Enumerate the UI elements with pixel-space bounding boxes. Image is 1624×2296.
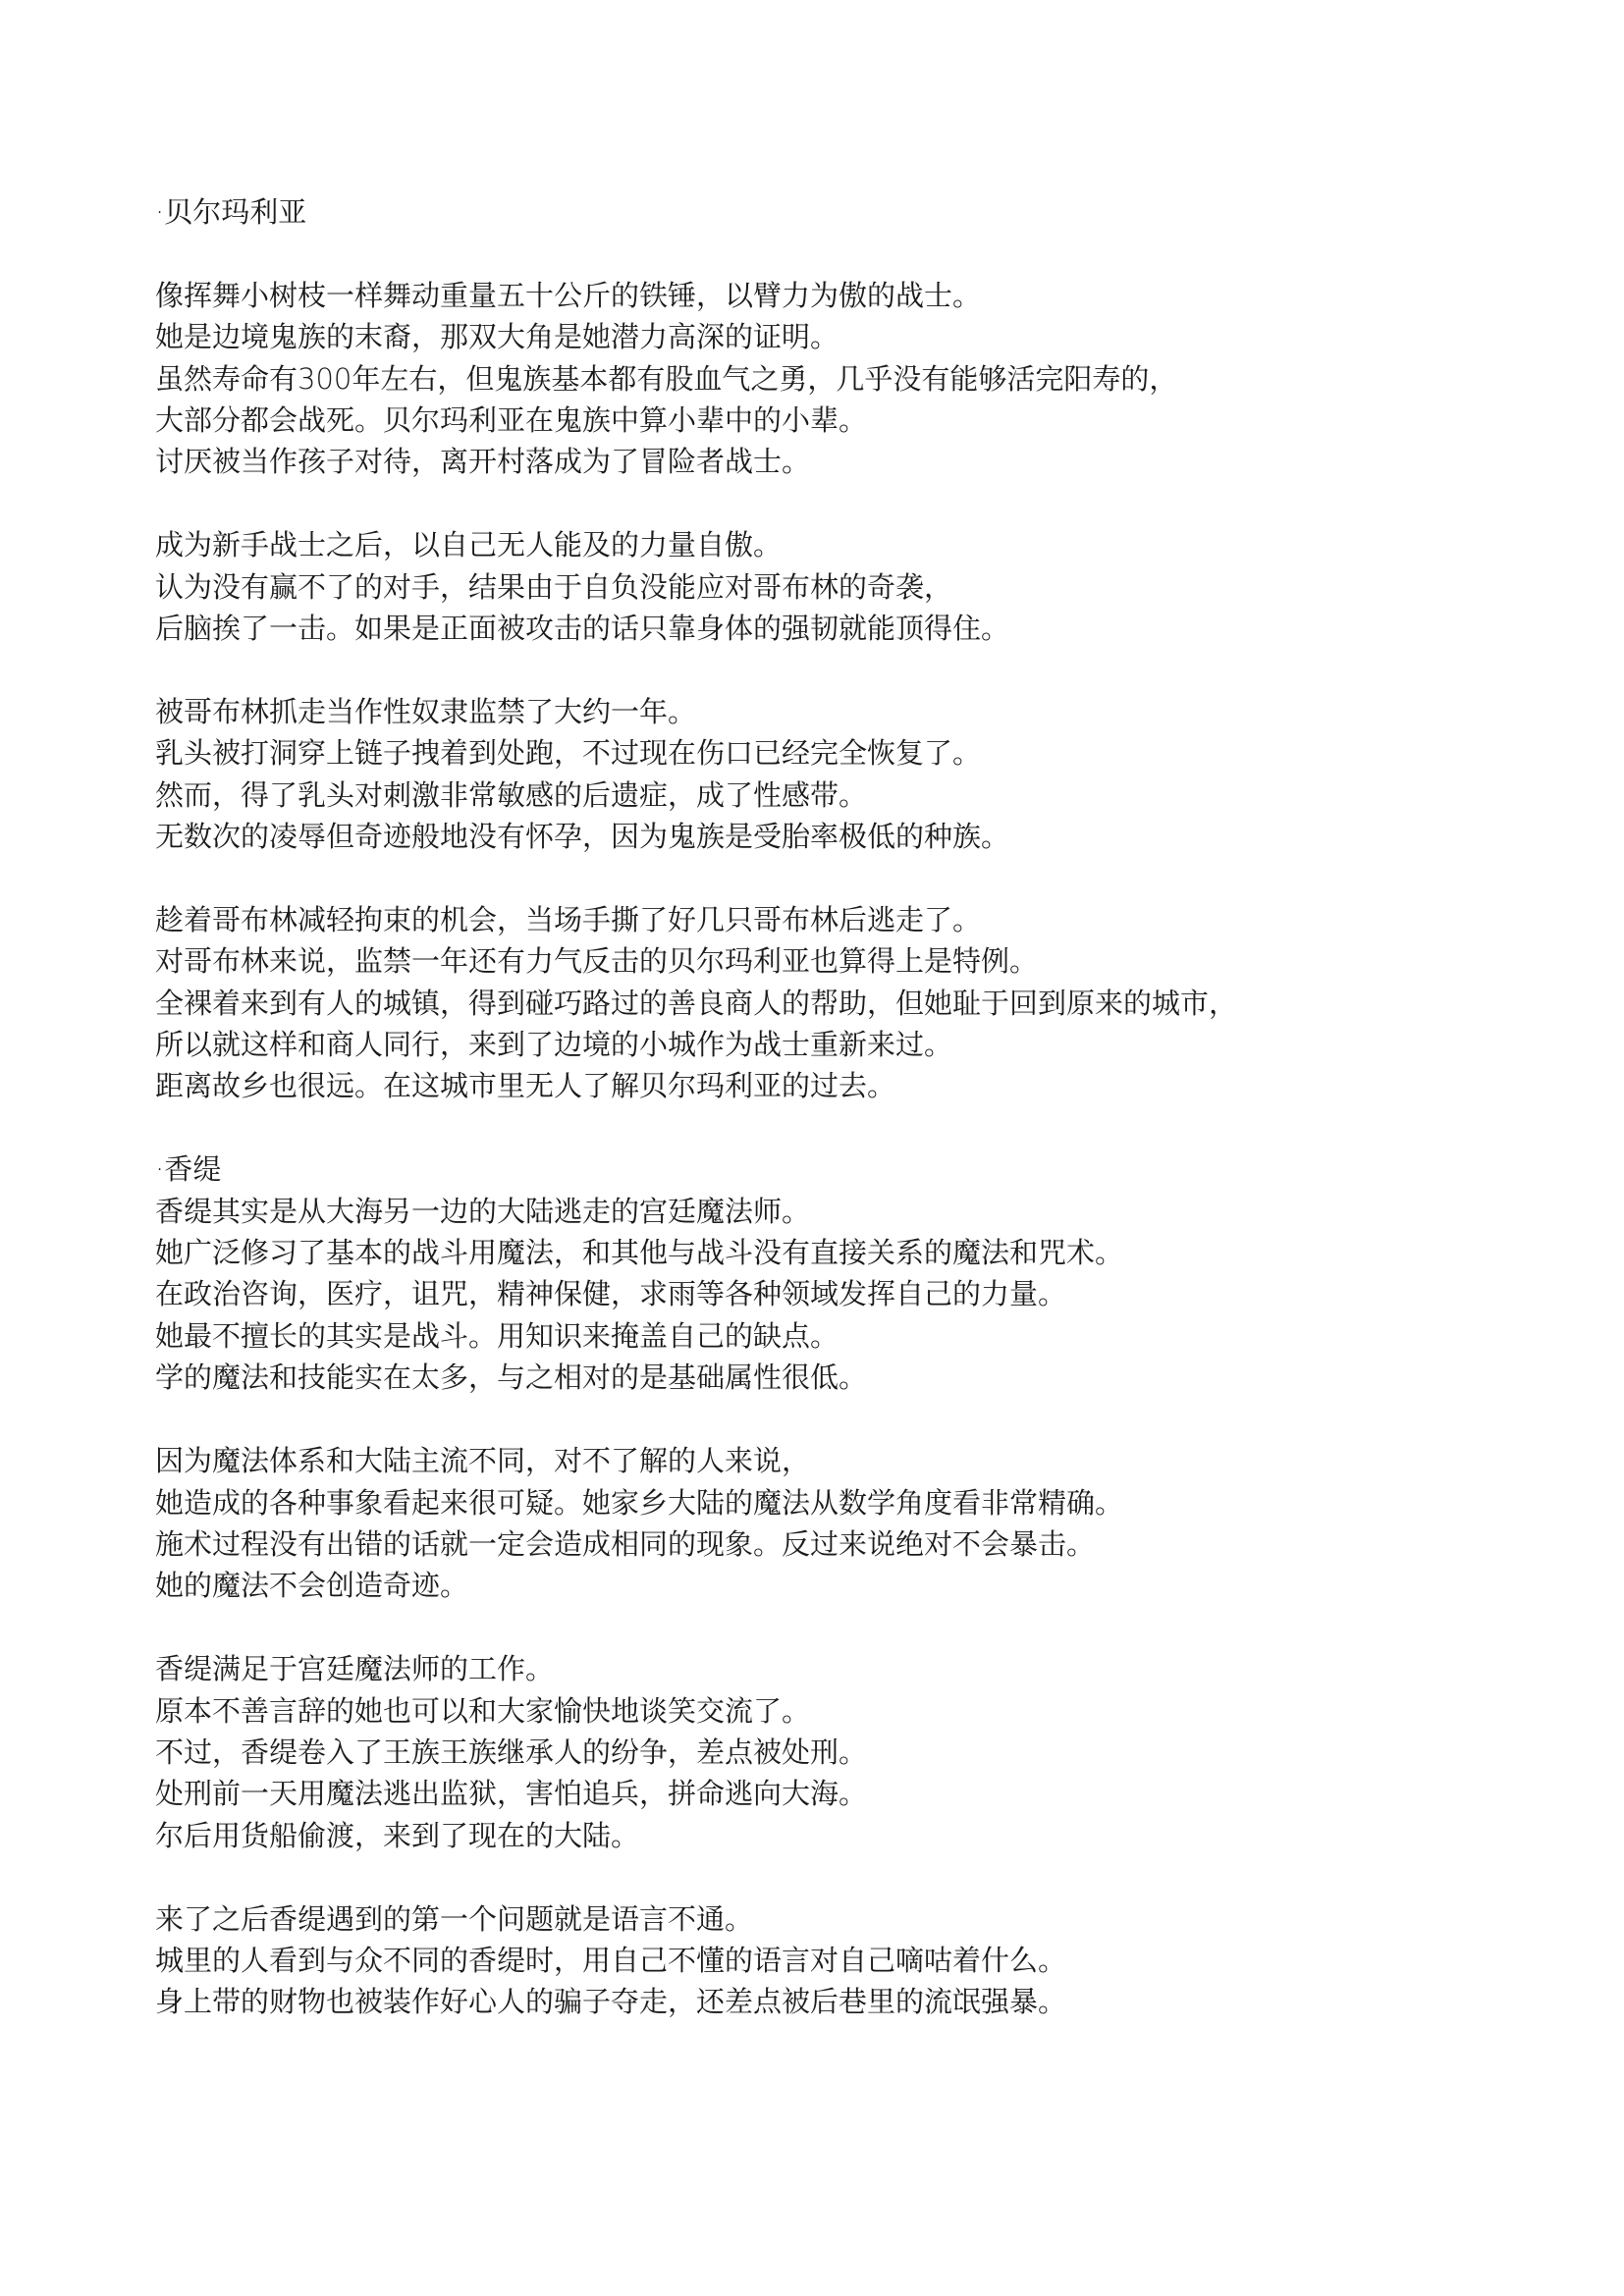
text-line: 虽然寿命有300年左右，但鬼族基本都有股血气之勇，几乎没有能够活完阳寿的， (155, 361, 1178, 396)
text-line: 被哥布林抓走当作性奴隶监禁了大约一年。 (155, 694, 697, 728)
text-line: 对哥布林来说，监禁一年还有力气反击的贝尔玛利亚也算得上是特例。 (155, 944, 1039, 979)
paragraph-gap (155, 649, 1549, 690)
paragraph (155, 275, 1549, 483)
text-line: 在政治咨询，医疗，诅咒，精神保健，求雨等各种领域发挥自己的力量。 (155, 1277, 1067, 1311)
text-line: 她的魔法不会创造奇迹。 (155, 1569, 469, 1603)
text-line: 原本不善言辞的她也可以和大家愉快地谈笑交流了。 (155, 1693, 811, 1728)
text-line: 城里的人看到与众不同的香缇时，用自己不懂的语言对自己嘀咕着什么。 (155, 1943, 1067, 1977)
text-line: 讨厌被当作孩子对待，离开村落成为了冒险者战士。 (155, 445, 811, 479)
paragraph-gap (155, 233, 1549, 274)
text-line: 然而，得了乳头对刺激非常敏感的后遗症，成了性感带。 (155, 777, 868, 812)
document-page (155, 191, 1549, 2023)
section-heading: ·贝尔玛利亚 (155, 195, 307, 229)
paragraph-gap (155, 483, 1549, 524)
text-line: 认为没有赢不了的对手，结果由于自负没能应对哥布林的奇袭， (155, 569, 953, 604)
paragraph (155, 691, 1549, 858)
paragraph (155, 1898, 1549, 2023)
paragraph-gap (155, 1856, 1549, 1897)
text-line: 距离故乡也很远。在这城市里无人了解贝尔玛利亚的过去。 (155, 1069, 896, 1103)
text-line: 后脑挨了一击。如果是正面被攻击的话只靠身体的强韧就能顶得住。 (155, 612, 1010, 646)
paragraph (155, 1191, 1549, 1399)
paragraph (155, 1440, 1549, 1607)
section-heading: ·香缇 (155, 1152, 222, 1187)
text-line: 成为新手战士之后，以自己无人能及的力量自傲。 (155, 528, 783, 562)
text-line: 像挥舞小树枝一样舞动重量五十公斤的铁锤，以臂力为傲的战士。 (155, 278, 982, 312)
text-line: 无数次的凌辱但奇迹般地没有怀孕，因为鬼族是受胎率极低的种族。 (155, 820, 1010, 854)
text-line: 全裸着来到有人的城镇，得到碰巧路过的善良商人的帮助，但她耻于回到原来的城市， (155, 986, 1238, 1020)
paragraph (155, 1648, 1549, 1856)
section-shanti (155, 1148, 1549, 2022)
text-line: 香缇满足于宫廷魔法师的工作。 (155, 1652, 555, 1686)
text-line: 大部分都会战死。贝尔玛利亚在鬼族中算小辈中的小辈。 (155, 403, 868, 438)
text-line: 因为魔法体系和大陆主流不同，对不了解的人来说， (155, 1444, 811, 1478)
text-line: 她最不擅长的其实是战斗。用知识来掩盖自己的缺点。 (155, 1318, 839, 1353)
text-line: 处刑前一天用魔法逃出监狱，害怕追兵，拼命逃向大海。 (155, 1777, 868, 1811)
text-line: 身上带的财物也被装作好心人的骗子夺走，还差点被后巷里的流氓强暴。 (155, 1985, 1067, 2019)
paragraph (155, 524, 1549, 649)
text-line: 不过，香缇卷入了王族王族继承人的纷争，差点被处刑。 (155, 1735, 868, 1769)
paragraph-gap (155, 1607, 1549, 1648)
text-line: 尔后用货船偷渡，来到了现在的大陆。 (155, 1818, 640, 1852)
text-line: 趁着哥布林减轻拘束的机会，当场手撕了好几只哥布林后逃走了。 (155, 902, 982, 936)
paragraph-gap (155, 1399, 1549, 1440)
text-line: 学的魔法和技能实在太多，与之相对的是基础属性很低。 (155, 1361, 868, 1395)
text-line: 她是边境鬼族的末裔，那双大角是她潜力高深的证明。 (155, 320, 839, 354)
section-belmaria (155, 191, 1549, 1148)
text-line: 施术过程没有出错的话就一定会造成相同的现象。反过来说绝对不会暴击。 (155, 1526, 1096, 1561)
text-line: 香缇其实是从大海另一边的大陆逃走的宫廷魔法师。 (155, 1194, 811, 1228)
paragraph-gap (155, 1107, 1549, 1148)
text-line: 她造成的各种事象看起来很可疑。她家乡大陆的魔法从数学角度看非常精确。 (155, 1485, 1124, 1520)
text-line: 来了之后香缇遇到的第一个问题就是语言不通。 (155, 1901, 754, 1936)
text-line: 乳头被打洞穿上链子拽着到处跑，不过现在伤口已经完全恢复了。 (155, 736, 982, 771)
paragraph-gap (155, 857, 1549, 898)
paragraph (155, 899, 1549, 1107)
text-line: 所以就这样和商人同行，来到了边境的小城作为战士重新来过。 (155, 1028, 953, 1062)
text-line: 她广泛修习了基本的战斗用魔法，和其他与战斗没有直接关系的魔法和咒术。 (155, 1236, 1124, 1270)
